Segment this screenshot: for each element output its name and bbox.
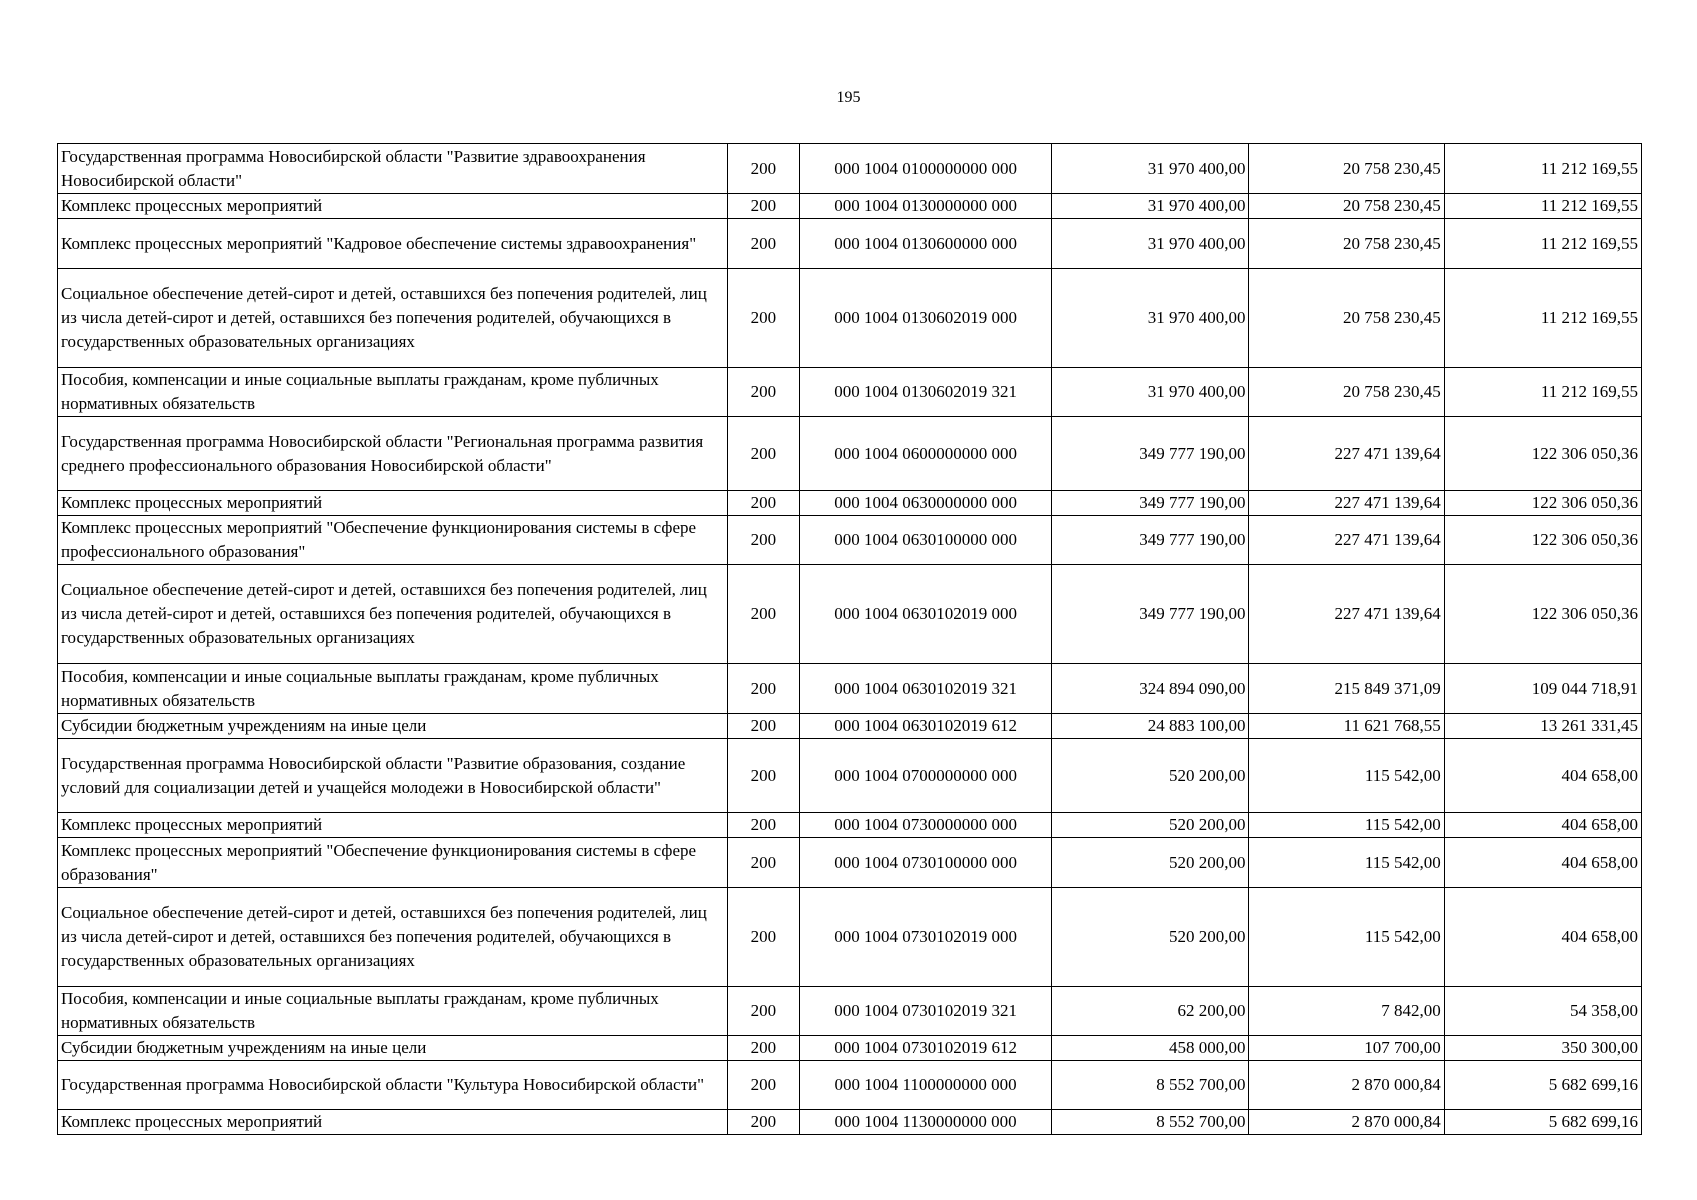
row-executed-cell: 20 758 230,45 bbox=[1249, 219, 1444, 269]
row-kbk-cell: 000 1004 0130602019 321 bbox=[799, 368, 1051, 417]
table-row bbox=[58, 194, 1642, 219]
row-executed-cell: 20 758 230,45 bbox=[1249, 269, 1444, 368]
row-executed-cell: 115 542,00 bbox=[1249, 888, 1444, 987]
table-row bbox=[58, 838, 1642, 888]
row-executed-cell: 227 471 139,64 bbox=[1249, 565, 1444, 664]
row-unexecuted-cell: 11 212 169,55 bbox=[1444, 144, 1641, 194]
row-approved-cell: 458 000,00 bbox=[1052, 1036, 1249, 1061]
row-name-cell: Комплекс процессных мероприятий bbox=[58, 491, 728, 516]
table-row bbox=[58, 516, 1642, 565]
row-code-cell: 200 bbox=[727, 664, 799, 714]
table-row bbox=[58, 714, 1642, 739]
table-row bbox=[58, 1110, 1642, 1135]
table-row bbox=[58, 491, 1642, 516]
row-approved-cell: 349 777 190,00 bbox=[1052, 565, 1249, 664]
row-code-cell: 200 bbox=[727, 987, 799, 1036]
row-kbk-cell: 000 1004 1130000000 000 bbox=[799, 1110, 1051, 1135]
row-kbk-cell: 000 1004 1100000000 000 bbox=[799, 1061, 1051, 1110]
row-unexecuted-cell: 11 212 169,55 bbox=[1444, 368, 1641, 417]
row-approved-cell: 520 200,00 bbox=[1052, 739, 1249, 813]
row-unexecuted-cell: 54 358,00 bbox=[1444, 987, 1641, 1036]
table-row bbox=[58, 664, 1642, 714]
row-name-cell: Социальное обеспечение детей-сирот и детей, оставшихся без попечения родителей, лиц из числа детей-сирот и детей, оставшихся без попечения родителей, обучающихся в государственных образовательных организациях bbox=[58, 888, 728, 987]
table-row bbox=[58, 219, 1642, 269]
row-name-cell: Государственная программа Новосибирской области "Развитие образования, создание условий для социализации детей и учащейся молодежи в Новосибирской области" bbox=[58, 739, 728, 813]
row-unexecuted-cell: 404 658,00 bbox=[1444, 838, 1641, 888]
row-kbk-cell: 000 1004 0730000000 000 bbox=[799, 813, 1051, 838]
row-unexecuted-cell: 13 261 331,45 bbox=[1444, 714, 1641, 739]
row-approved-cell: 349 777 190,00 bbox=[1052, 417, 1249, 491]
row-approved-cell: 8 552 700,00 bbox=[1052, 1061, 1249, 1110]
table-row bbox=[58, 417, 1642, 491]
row-name-cell: Субсидии бюджетным учреждениям на иные цели bbox=[58, 1036, 728, 1061]
row-executed-cell: 115 542,00 bbox=[1249, 813, 1444, 838]
row-kbk-cell: 000 1004 0630102019 000 bbox=[799, 565, 1051, 664]
row-approved-cell: 24 883 100,00 bbox=[1052, 714, 1249, 739]
row-name-cell: Комплекс процессных мероприятий "Обеспечение функционирования системы в сфере профессионального образования" bbox=[58, 516, 728, 565]
row-unexecuted-cell: 122 306 050,36 bbox=[1444, 516, 1641, 565]
row-name-cell: Комплекс процессных мероприятий bbox=[58, 194, 728, 219]
table-row bbox=[58, 888, 1642, 987]
row-kbk-cell: 000 1004 0630100000 000 bbox=[799, 516, 1051, 565]
row-code-cell: 200 bbox=[727, 1036, 799, 1061]
row-unexecuted-cell: 404 658,00 bbox=[1444, 888, 1641, 987]
row-kbk-cell: 000 1004 0730102019 612 bbox=[799, 1036, 1051, 1061]
row-executed-cell: 227 471 139,64 bbox=[1249, 516, 1444, 565]
table-row bbox=[58, 269, 1642, 368]
row-kbk-cell: 000 1004 0630000000 000 bbox=[799, 491, 1051, 516]
row-unexecuted-cell: 122 306 050,36 bbox=[1444, 491, 1641, 516]
row-executed-cell: 20 758 230,45 bbox=[1249, 144, 1444, 194]
row-executed-cell: 2 870 000,84 bbox=[1249, 1061, 1444, 1110]
row-executed-cell: 227 471 139,64 bbox=[1249, 417, 1444, 491]
row-approved-cell: 520 200,00 bbox=[1052, 838, 1249, 888]
row-kbk-cell: 000 1004 0730100000 000 bbox=[799, 838, 1051, 888]
row-code-cell: 200 bbox=[727, 491, 799, 516]
budget-execution-table bbox=[57, 143, 1642, 1135]
row-executed-cell: 2 870 000,84 bbox=[1249, 1110, 1444, 1135]
row-code-cell: 200 bbox=[727, 219, 799, 269]
row-code-cell: 200 bbox=[727, 888, 799, 987]
row-code-cell: 200 bbox=[727, 739, 799, 813]
row-kbk-cell: 000 1004 0600000000 000 bbox=[799, 417, 1051, 491]
row-unexecuted-cell: 122 306 050,36 bbox=[1444, 565, 1641, 664]
row-approved-cell: 62 200,00 bbox=[1052, 987, 1249, 1036]
table-row bbox=[58, 1036, 1642, 1061]
page-number: 195 bbox=[836, 89, 861, 106]
row-executed-cell: 215 849 371,09 bbox=[1249, 664, 1444, 714]
row-unexecuted-cell: 11 212 169,55 bbox=[1444, 194, 1641, 219]
row-executed-cell: 107 700,00 bbox=[1249, 1036, 1444, 1061]
row-executed-cell: 115 542,00 bbox=[1249, 838, 1444, 888]
row-unexecuted-cell: 5 682 699,16 bbox=[1444, 1061, 1641, 1110]
row-approved-cell: 31 970 400,00 bbox=[1052, 269, 1249, 368]
row-kbk-cell: 000 1004 0130602019 000 bbox=[799, 269, 1051, 368]
row-name-cell: Государственная программа Новосибирской области "Развитие здравоохранения Новосибирской области" bbox=[58, 144, 728, 194]
row-unexecuted-cell: 404 658,00 bbox=[1444, 739, 1641, 813]
row-code-cell: 200 bbox=[727, 714, 799, 739]
row-executed-cell: 227 471 139,64 bbox=[1249, 491, 1444, 516]
table-row bbox=[58, 368, 1642, 417]
row-code-cell: 200 bbox=[727, 1061, 799, 1110]
row-approved-cell: 31 970 400,00 bbox=[1052, 194, 1249, 219]
row-approved-cell: 520 200,00 bbox=[1052, 813, 1249, 838]
table-body bbox=[58, 144, 1642, 1135]
row-approved-cell: 31 970 400,00 bbox=[1052, 368, 1249, 417]
table-row bbox=[58, 987, 1642, 1036]
row-approved-cell: 520 200,00 bbox=[1052, 888, 1249, 987]
row-code-cell: 200 bbox=[727, 269, 799, 368]
row-kbk-cell: 000 1004 0730102019 000 bbox=[799, 888, 1051, 987]
row-code-cell: 200 bbox=[727, 417, 799, 491]
row-name-cell: Государственная программа Новосибирской области "Культура Новосибирской области" bbox=[58, 1061, 728, 1110]
row-code-cell: 200 bbox=[727, 516, 799, 565]
row-unexecuted-cell: 11 212 169,55 bbox=[1444, 269, 1641, 368]
row-code-cell: 200 bbox=[727, 1110, 799, 1135]
row-approved-cell: 349 777 190,00 bbox=[1052, 491, 1249, 516]
row-kbk-cell: 000 1004 0730102019 321 bbox=[799, 987, 1051, 1036]
row-unexecuted-cell: 404 658,00 bbox=[1444, 813, 1641, 838]
row-kbk-cell: 000 1004 0700000000 000 bbox=[799, 739, 1051, 813]
row-name-cell: Комплекс процессных мероприятий bbox=[58, 813, 728, 838]
row-executed-cell: 7 842,00 bbox=[1249, 987, 1444, 1036]
row-name-cell: Социальное обеспечение детей-сирот и детей, оставшихся без попечения родителей, лиц из числа детей-сирот и детей, оставшихся без попечения родителей, обучающихся в государственных образовательных организациях bbox=[58, 565, 728, 664]
row-kbk-cell: 000 1004 0100000000 000 bbox=[799, 144, 1051, 194]
row-unexecuted-cell: 109 044 718,91 bbox=[1444, 664, 1641, 714]
row-kbk-cell: 000 1004 0630102019 612 bbox=[799, 714, 1051, 739]
row-executed-cell: 11 621 768,55 bbox=[1249, 714, 1444, 739]
row-executed-cell: 115 542,00 bbox=[1249, 739, 1444, 813]
row-code-cell: 200 bbox=[727, 565, 799, 664]
row-name-cell: Государственная программа Новосибирской области "Региональная программа развития среднего профессионального образования Новосибирской области" bbox=[58, 417, 728, 491]
row-approved-cell: 31 970 400,00 bbox=[1052, 144, 1249, 194]
table-row bbox=[58, 739, 1642, 813]
table-row bbox=[58, 1061, 1642, 1110]
row-kbk-cell: 000 1004 0630102019 321 bbox=[799, 664, 1051, 714]
row-name-cell: Субсидии бюджетным учреждениям на иные цели bbox=[58, 714, 728, 739]
row-code-cell: 200 bbox=[727, 144, 799, 194]
row-kbk-cell: 000 1004 0130600000 000 bbox=[799, 219, 1051, 269]
row-unexecuted-cell: 122 306 050,36 bbox=[1444, 417, 1641, 491]
row-code-cell: 200 bbox=[727, 368, 799, 417]
row-code-cell: 200 bbox=[727, 194, 799, 219]
row-name-cell: Комплекс процессных мероприятий "Обеспечение функционирования системы в сфере образования" bbox=[58, 838, 728, 888]
table-row bbox=[58, 813, 1642, 838]
row-kbk-cell: 000 1004 0130000000 000 bbox=[799, 194, 1051, 219]
row-name-cell: Комплекс процессных мероприятий "Кадровое обеспечение системы здравоохранения" bbox=[58, 219, 728, 269]
row-unexecuted-cell: 11 212 169,55 bbox=[1444, 219, 1641, 269]
row-name-cell: Социальное обеспечение детей-сирот и детей, оставшихся без попечения родителей, лиц из числа детей-сирот и детей, оставшихся без попечения родителей, обучающихся в государственных образовательных организациях bbox=[58, 269, 728, 368]
row-name-cell: Пособия, компенсации и иные социальные выплаты гражданам, кроме публичных нормативных обязательств bbox=[58, 664, 728, 714]
row-executed-cell: 20 758 230,45 bbox=[1249, 194, 1444, 219]
row-code-cell: 200 bbox=[727, 813, 799, 838]
row-name-cell: Пособия, компенсации и иные социальные выплаты гражданам, кроме публичных нормативных обязательств bbox=[58, 987, 728, 1036]
row-approved-cell: 324 894 090,00 bbox=[1052, 664, 1249, 714]
table-row bbox=[58, 565, 1642, 664]
row-executed-cell: 20 758 230,45 bbox=[1249, 368, 1444, 417]
row-approved-cell: 8 552 700,00 bbox=[1052, 1110, 1249, 1135]
row-code-cell: 200 bbox=[727, 838, 799, 888]
row-name-cell: Пособия, компенсации и иные социальные выплаты гражданам, кроме публичных нормативных обязательств bbox=[58, 368, 728, 417]
row-approved-cell: 31 970 400,00 bbox=[1052, 219, 1249, 269]
row-unexecuted-cell: 350 300,00 bbox=[1444, 1036, 1641, 1061]
row-approved-cell: 349 777 190,00 bbox=[1052, 516, 1249, 565]
row-name-cell: Комплекс процессных мероприятий bbox=[58, 1110, 728, 1135]
row-unexecuted-cell: 5 682 699,16 bbox=[1444, 1110, 1641, 1135]
table-row bbox=[58, 144, 1642, 194]
